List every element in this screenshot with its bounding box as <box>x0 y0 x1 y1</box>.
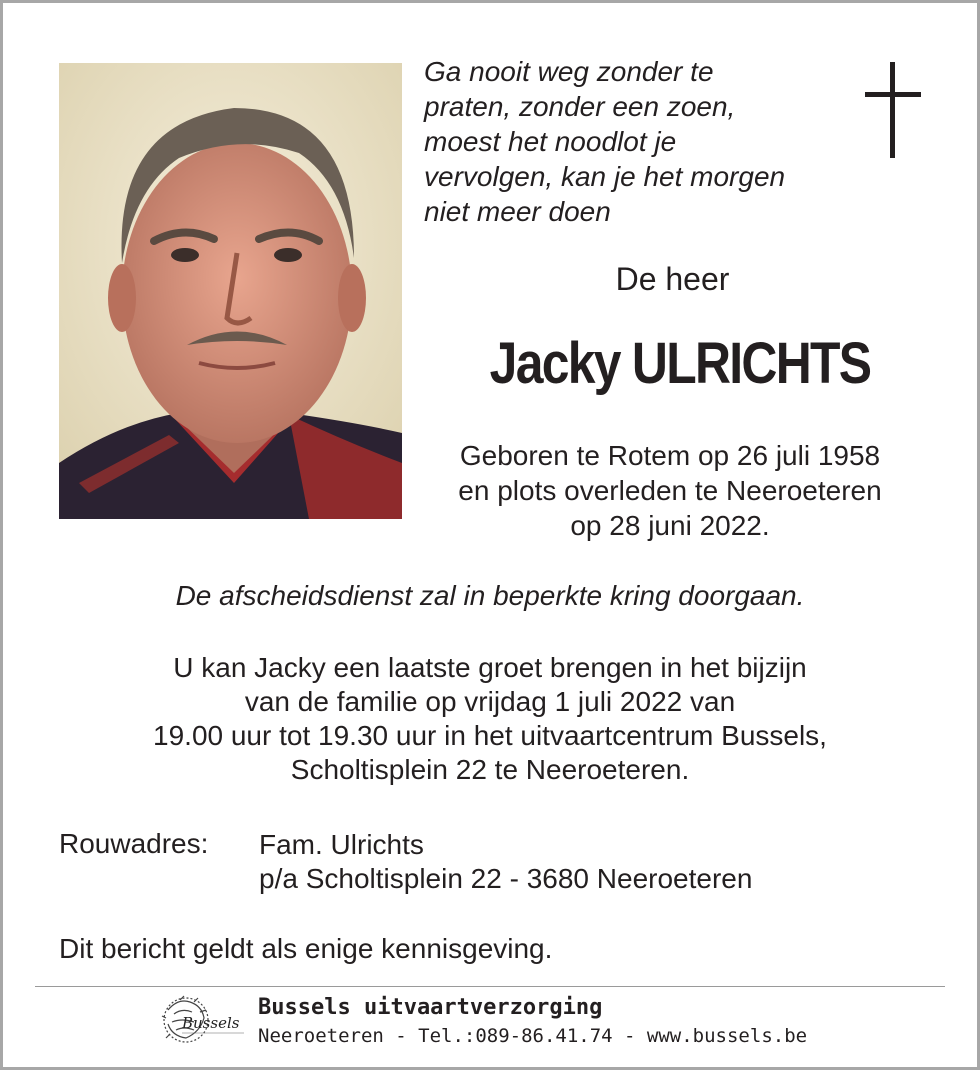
cross-icon <box>865 62 921 158</box>
visitation-info <box>0 651 980 787</box>
footer-divider <box>35 986 945 987</box>
company-name: Bussels uitvaartverzorging <box>258 995 603 1020</box>
portrait-photo <box>59 63 402 519</box>
poem-line: praten, zonder een zoen, <box>424 91 736 122</box>
address-line: Fam. Ulrichts <box>259 829 424 860</box>
salutation: De heer <box>615 261 730 297</box>
bussels-logo <box>160 992 248 1048</box>
visitation-line: 19.00 uur tot 19.30 uur in het uitvaartcentrum Bussels, <box>153 720 827 751</box>
birth-death-info <box>420 438 920 543</box>
company-contact: Neeroeteren - Tel.:089-86.41.74 - www.bussels.be <box>258 1025 808 1047</box>
poem-line: moest het noodlot je <box>424 126 677 157</box>
poem-line: vervolgen, kan je het morgen <box>424 161 786 192</box>
visitation-line: U kan Jacky een laatste groet brengen in het bijzijn <box>173 652 807 683</box>
poem-line: Ga nooit weg zonder te <box>424 56 714 87</box>
birth-line: op 28 juni 2022. <box>570 510 770 541</box>
birth-line: en plots overleden te Neeroeteren <box>458 475 882 506</box>
memorial-poem <box>424 54 844 229</box>
funeral-company <box>258 994 807 1048</box>
poem-line: niet meer doen <box>424 196 611 227</box>
mourning-address <box>259 828 752 896</box>
visitation-line: Scholtisplein 22 te Neeroeteren. <box>290 754 690 785</box>
visitation-line: van de familie op vrijdag 1 juli 2022 van <box>244 686 736 717</box>
svg-text:Bussels: Bussels <box>182 1014 240 1032</box>
notice-text: Dit bericht geldt als enige kennisgeving. <box>59 933 553 964</box>
deceased-name: Jacky ULRICHTS <box>489 331 871 396</box>
birth-line: Geboren te Rotem op 26 juli 1958 <box>459 440 881 471</box>
mourning-address-label: Rouwadres: <box>59 828 209 859</box>
service-note: De afscheidsdienst zal in beperkte kring doorgaan. <box>175 580 805 611</box>
address-line: p/a Scholtisplein 22 - 3680 Neeroeteren <box>259 863 753 894</box>
